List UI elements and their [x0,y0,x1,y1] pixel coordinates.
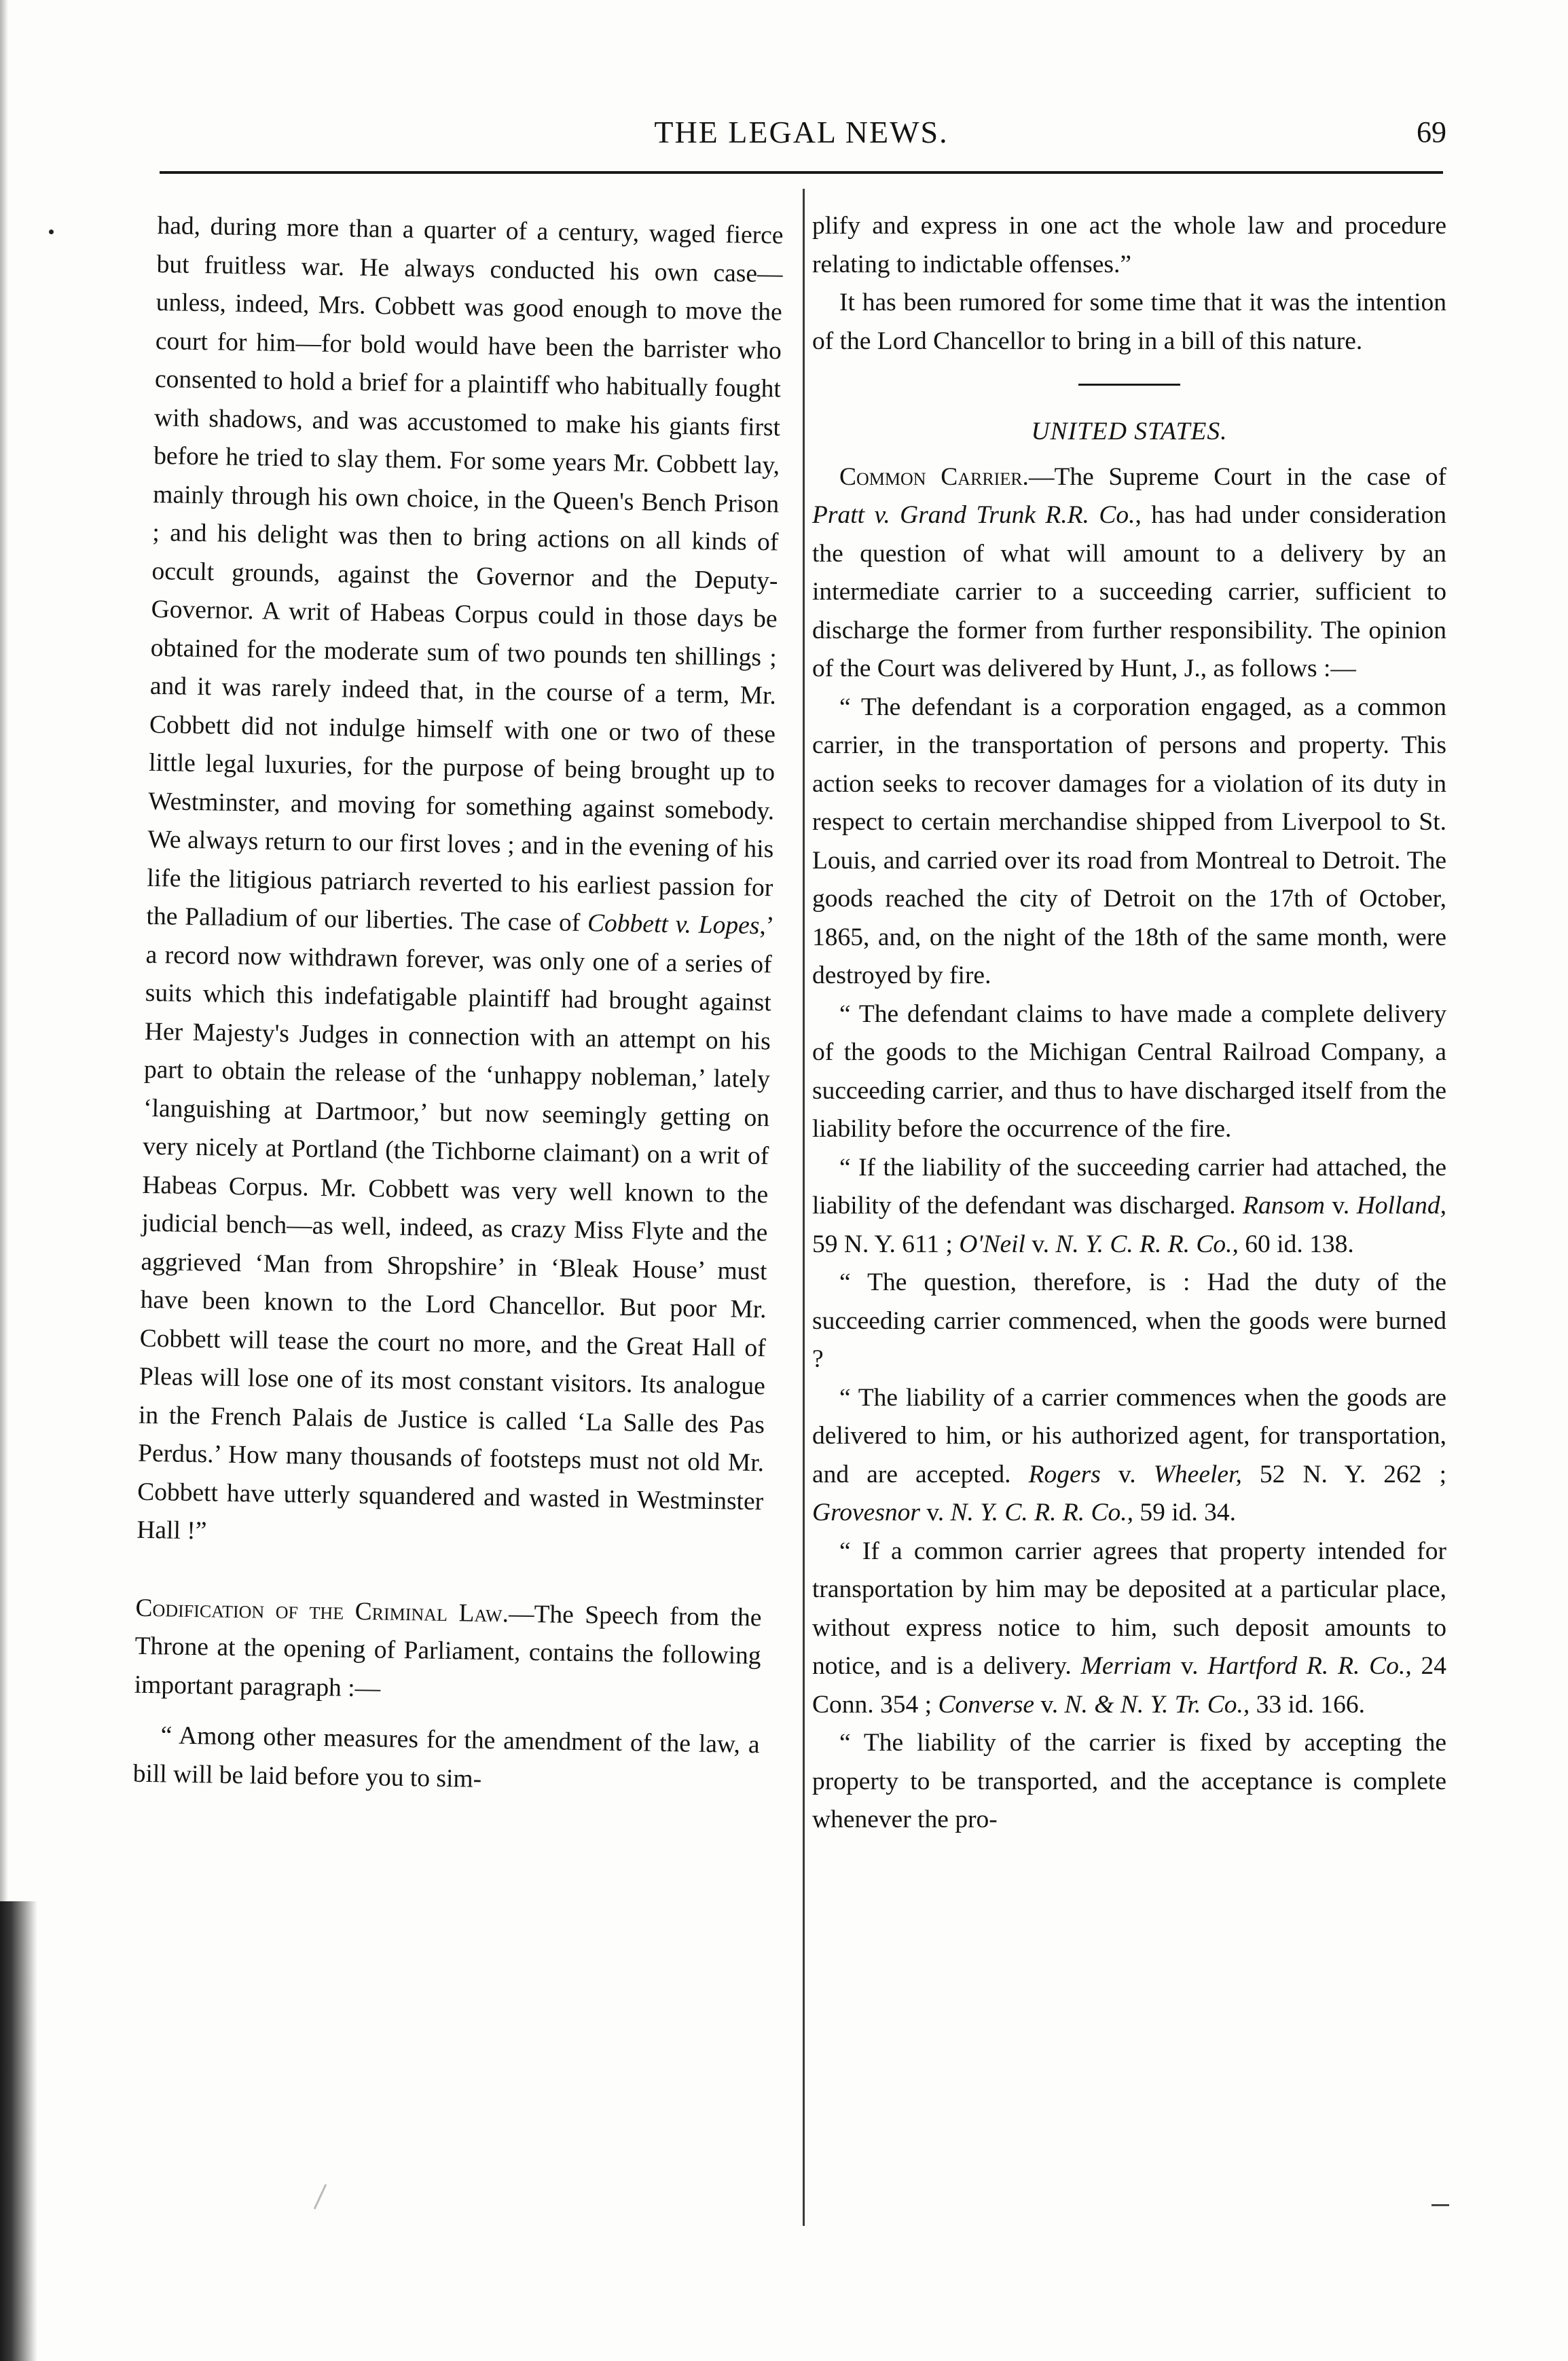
page-edge-shadow [0,1901,37,2361]
fixed-paragraph: “ The liability of the carrier is fixed by accepting the property to be transported, and the acceptance is complete whenever the pro- [812,1729,1446,1833]
cobbett-text-cont: a record now withdrawn forever, was only one of a series of suits which this indefatigable plaintiff had brought against Her Majesty's Judges in connection with an attempt on his part to obtain the release of the ‘unhappy nobleman,’ lately ‘languishing at Dartmoor,’ but now seemingly getting on very nicely at Portland (the Tichborne claimant) on a writ of Habeas Corpus. Mr. Cobbett was very well known to the judicial bench—as well, indeed, as crazy Miss Flyte and the aggrieved ‘Man from Shropshire’ in ‘Bleak House’ must have been known to the Lord Chancellor. But poor Mr. Cobbett will tease the court no more, and the Great Hall of Pleas will lose one of its most constant visitors. Its analogue in the French Palais de Justice is called ‘La Salle des Pas Perdus.’ How many thousands of footsteps must not old Mr. Cobbett have utterly squandered and wasted in Westminster Hall !” [136,940,772,1545]
ink-dash [1432,2204,1449,2206]
left-column [132,207,784,1803]
liability-paragraph [812,1149,1446,1264]
case-wheeler: Wheeler, [1153,1460,1242,1488]
versus: v. [1025,1230,1056,1258]
citation: 59 id. 34. [1133,1499,1237,1526]
running-title: THE LEGAL NEWS. [654,115,949,149]
question-paragraph: “ The question, therefore, is : Had the duty of the succeeding carrier commenced, when the goods were burned ? [812,1268,1446,1373]
citation: 33 id. 166. [1250,1690,1366,1719]
defendant-paragraph: “ The defendant is a corporation engaged, as a common carrier, in the transportation of persons and property. This action seeks to recover damages for a violation of its duty in respect to certain merchandise shipped from Liverpool to St. Louis, and carried over its road from Montreal to Detroit. The goods reached the city of Detroit on the 17th of October, 1865, and, on the night of the 18th of the same month, were destroyed by fire. [812,693,1446,989]
case-nycrr: N. Y. C. R. R. Co., [950,1499,1133,1526]
case-hartford: Hartford R. R. Co., [1207,1652,1412,1680]
versus: v. [1100,1460,1154,1488]
ink-speck [49,230,54,234]
right-column [812,207,1446,1840]
column-divider [803,189,805,2226]
paper-mark [314,2184,327,2210]
versus: v. [920,1499,951,1526]
case-ransom: Ransom [1243,1192,1325,1220]
case-oneil: O'Neil [959,1230,1025,1258]
throne-quote: “ Among other measures for the amendment of the law, a bill will be laid before you to sim- [132,1721,760,1793]
common-carrier-text: —The Supreme Court in the case of [1028,462,1446,491]
commences-text: “ The liability of a carrier commences when the goods are delivered to him, or his authorized agent, for transportation, and are accepted. [812,1383,1446,1488]
quote-continuation: plify and express in one act the whole law and procedure relating to indictable offenses.” [812,212,1446,278]
section-rule [1078,384,1180,386]
case-nnytr: N. & N. Y. Tr. Co., [1064,1690,1250,1719]
agrees-paragraph [812,1533,1446,1725]
cobbett-paragraph: had, during more than a quarter of a century, waged fierce but fruitless war. He always conducted his own case—unless, indeed, Mrs. Cobbett was good enough to move the court for him—for bold would have been the barrister who consented to hold a brief for a plaintiff who habitually fought with shadows, and was accustomed to make his giants first before he tried to slay them. For some years Mr. Cobbett lay, mainly through his own choice, in the Queen's Bench Prison ; and his delight was then to bring actions on all kinds of occult grounds, against the Governor and the Deputy-Governor. A writ of Habeas Corpus could in those days be obtained for the moderate sum of two pounds ten shillings ; and it was rarely indeed that, in the course of a term, Mr. Cobbett did not indulge himself with one or two of these little legal luxuries, for the purpose of being brought up to Westminster, and moving for something against somebody. We always return to our first loves ; and in the evening of his life the litigious patriarch reverted to his earliest passion for the Palladium of our liberties. The case of Cobbett v. Lopes,’ a record now withdrawn forever, was only one of a series of suits which this indefatigable plaintiff had brought against Her Majesty's Judges in connection with an attempt on his part to obtain the release of the ‘unhappy nobleman,’ lately ‘languishing at Dartmoor,’ but now seemingly getting on very nicely at Portland (the Tichborne claimant) on a writ of Habeas Corpus. Mr. Cobbett was very well known to the judicial bench—as well, indeed, as crazy Miss Flyte and the aggrieved ‘Man from Shropshire’ in ‘Bleak House’ must have been known to the Lord Chancellor. But poor Mr. Cobbett will tease the court no more, and the Great Hall of Pleas will lose one of its most constant visitors. Its analogue in the French Palais de Justice is called ‘La Salle des Pas Perdus.’ How many thousands of footsteps must not old Mr. Cobbett have utterly squandered and wasted in Westminster Hall !” [136,211,784,1545]
versus: v. [1324,1192,1357,1220]
citation: 59 N. Y. 611 ; [812,1230,960,1258]
common-carrier-text-cont: , has had under consideration the question of what will amount to a delivery by an intermediate carrier to a succeeding carrier, sufficient to discharge the former from further responsibility. The opinion of the Court was delivered by Hunt, J., as follows :— [812,501,1446,682]
rumor-paragraph: It has been rumored for some time that it was the intention of the Lord Chancellor to bring in a bill of this nature. [812,289,1446,355]
case-merriam: Merriam [1080,1652,1171,1680]
commences-paragraph [812,1379,1446,1533]
versus: v. [1171,1652,1208,1680]
citation: 60 id. 138. [1238,1230,1354,1258]
claims-paragraph: “ The defendant claims to have made a complete delivery of the goods to the Michigan Central Railroad Company, a succeeding carrier, and thus to have discharged itself from the liability before the occurrence of the fire. [812,1000,1446,1143]
versus: v. [1034,1690,1065,1719]
common-carrier-paragraph [812,458,1446,689]
codification-paragraph [134,1589,762,1714]
page-number: 69 [1417,115,1446,149]
section-heading-united-states: UNITED STATES. [1031,418,1228,445]
common-carrier-heading: Common Carrier. [839,462,1029,491]
case-grovesnor: Grovesnor [812,1499,921,1526]
case-converse: Converse [938,1690,1035,1719]
case-pratt: Pratt v. Grand Trunk R.R. Co. [812,501,1135,529]
case-holland: Holland, [1356,1192,1446,1220]
citation: 52 N. Y. 262 ; [1241,1460,1446,1488]
case-nycrr: N. Y. C. R. R. Co., [1055,1230,1239,1258]
codification-text: —The Speech from the Throne at the opening of Parliament, contains the following important paragraph :— [134,1599,762,1702]
case-cobbett-lopes: Cobbett v. Lopes [587,909,760,940]
page-header [156,109,1446,156]
header-rule [160,171,1443,174]
liability-text: “ If the liability of the succeeding carrier had attached, the liability of the defendant was discharged. [812,1153,1446,1220]
cobbett-text: had, during more than a quarter of a century, waged fierce but fruitless war. He always conducted his own case—unless, indeed, Mrs. Cobbett was good enough to move the court for him—for bold would have been the barrister who consented to hold a brief for a plaintiff who habitually fought with shadows, and was accustomed to make his giants first before he tried to slay them. For some years Mr. Cobbett lay, mainly through his own choice, in the Queen's Bench Prison ; and his delight was then to bring actions on all kinds of occult grounds, against the Governor and the Deputy-Governor. A writ of Habeas Corpus could in those days be obtained for the moderate sum of two pounds ten shillings ; and it was rarely indeed that, in the course of a term, Mr. Cobbett did not indulge himself with one or two of these little legal luxuries, for the purpose of being brought up to Westminster, and moving for something against somebody. We always return to our first loves ; and in the evening of his life the litigious patriarch reverted to his earliest passion for the Palladium of our liberties. The case of [146,211,784,938]
case-rogers: Rogers [1028,1460,1101,1488]
codification-heading: Codification of the Criminal Law. [135,1594,509,1628]
citation: 24 Conn. 354 ; [812,1652,1447,1719]
agrees-text: “ If a common carrier agrees that property intended for transportation by him may be deposited at a particular place, without express notice to him, such deposit amounts to notice, and is a delivery. [812,1537,1446,1680]
